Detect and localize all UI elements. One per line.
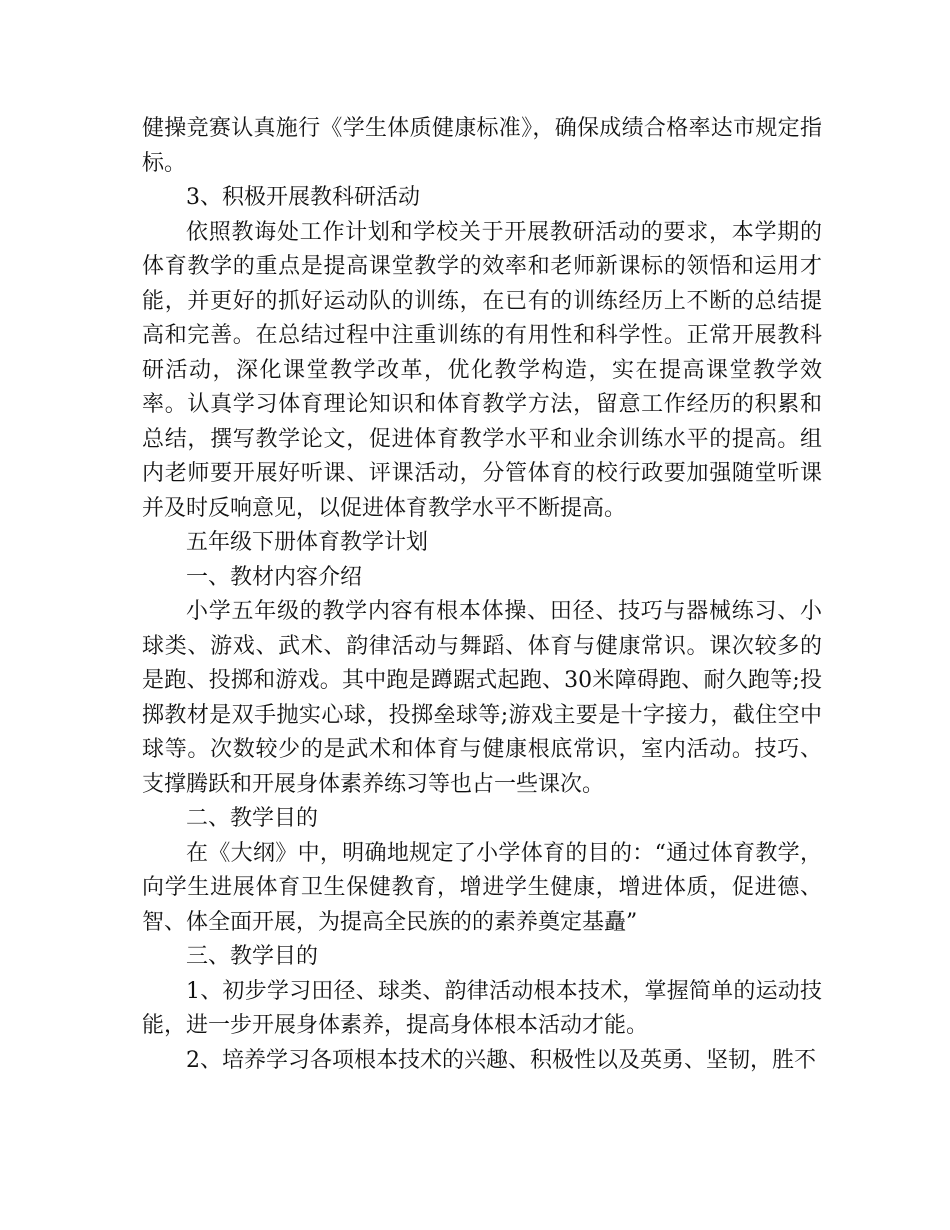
document-subtitle: 五年级下册体育教学计划 [186,530,429,555]
section-heading-goals: 二、教学目的 [186,806,319,831]
section-heading-objectives: 三、教学目的 [186,944,319,969]
paragraph-objective-1: 1、初步学习田径、球类、韵律活动根本技术，掌握简单的运动技能，进一步开展身体素养，提高身体根本活动才能。 [142,978,822,1038]
paragraph-goals: 在《大纲》中，明确地规定了小学体育的目的：“通过体育教学，向学生进展体育卫生保健教育，增进学生健康，增进体质，促进德、智、体全面开展，为提高全民族的的素养奠定基矗” [142,840,822,935]
paragraph-1: 健操竞赛认真施行《学生体质健康标准》，确保成绩合格率达市规定指标。 [142,116,822,176]
section-heading-materials: 一、教材内容介绍 [186,564,363,590]
section-heading-teaching-research: 3、积极开展教科研活动 [186,185,420,210]
document-body [142,112,822,1078]
paragraph-objective-2: 2、培养学习各项根本技术的兴趣、积极性以及英勇、坚韧，胜不 [186,1047,816,1073]
paragraph-teaching-research: 依照教诲处工作计划和学校关于开展教研活动的要求，本学期的体育教学的重点是提高课堂教学的效率和老师新课标的领悟和运用才能，并更好的抓好运动队的训练，在已有的训练经历上不断的总结提高和完善。在总结过程中注重训练的有用性和科学性。正常开展教科研活动，深化课堂教学改革，优化教学构造，实在提高课堂教学效率。认真学习体育理论知识和体育教学方法，留意工作经历的积累和总结，撰写教学论文，促进体育教学水平和业余训练水平的提高。组内老师要开展好听课、评课活动，分管体育的校行政要加强随堂听课并及时反响意见，以促进体育教学水平不断提高。 [142,219,822,521]
paragraph-materials: 小学五年级的教学内容有根本体操、田径、技巧与器械练习、小球类、游戏、武术、韵律活动与舞蹈、体育与健康常识。课次较多的是跑、投掷和游戏。其中跑是蹲踞式起跑、30米障碍跑、耐久跑等;投掷教材是双手抛实心球，投掷垒球等;游戏主要是十字接力，截住空中球等。次数较少的是武术和体育与健康根底常识，室内活动。技巧、支撑腾跃和开展身体素养练习等也占一些课次。 [142,599,822,797]
